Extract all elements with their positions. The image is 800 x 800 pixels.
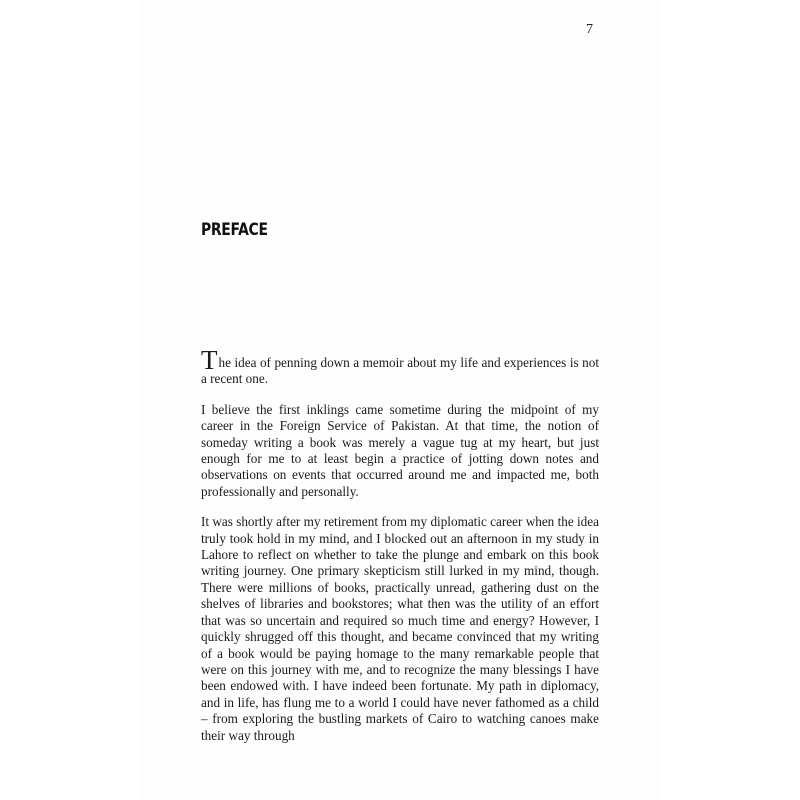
body-text	[201, 345, 599, 758]
paragraph-2: I believe the first inklings came sometime during the midpoint of my career in the Foreign Service of Pakistan. At that time, the notion of someday writing a book was merely a vague tug at my heart, but just enough for me to at least begin a practice of jotting down notes and observations on events that occurred around me and impacted me, both professionally and personally.	[201, 401, 599, 499]
paragraph-3: It was shortly after my retirement from my diplomatic career when the idea truly took hold in my mind, and I blocked out an afternoon in my study in Lahore to reflect on whether to take the plunge and embark on this book writing journey. One primary skepticism still lurked in my mind, though. There were millions of books, practically unread, gathering dust on the shelves of libraries and bookstores; what then was the utility of an effort that was so uncertain and required so much time and energy? However, I quickly shrugged off this thought, and became convinced that my writing of a book would be paying homage to the many remarkable people that were on this journey with me, and to recognize the many blessings I have been endowed with. I have indeed been fortunate. My path in diplomacy, and in life, has flung me to a world I could have never fathomed as a child – from exploring the bustling markets of Cairo to watching canoes make their way through	[201, 514, 599, 743]
paragraph-1-text: he idea of penning down a memoir about my life and experiences is not a recent one.	[201, 355, 599, 387]
page-number: 7	[586, 22, 593, 37]
paragraph-1	[201, 345, 599, 388]
chapter-title: PREFACE	[201, 220, 268, 240]
drop-cap: T	[201, 345, 218, 375]
book-page	[143, 0, 658, 800]
